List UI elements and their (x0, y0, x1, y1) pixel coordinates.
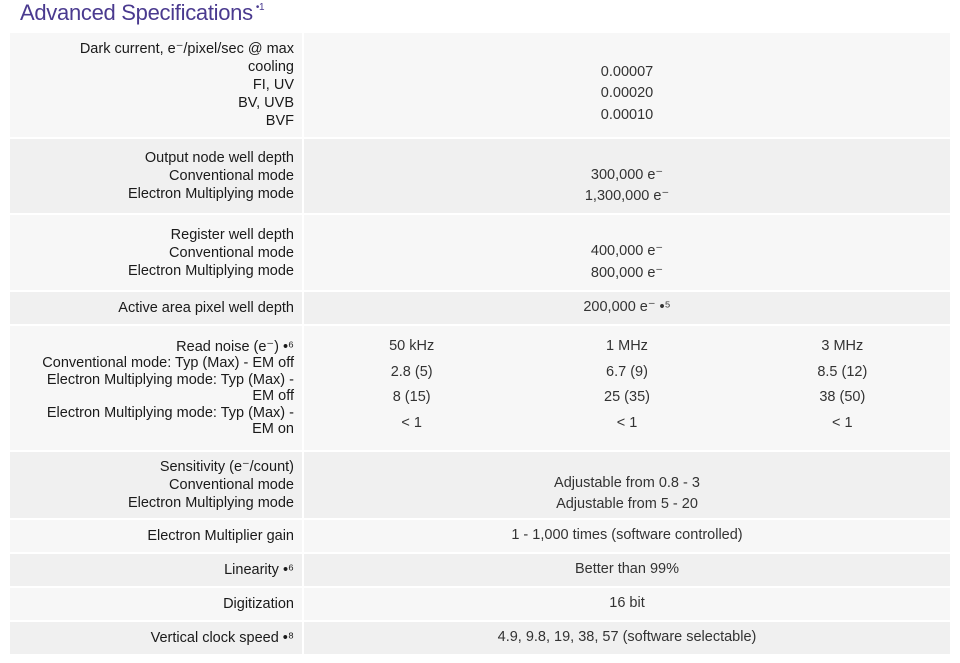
spec-value (304, 292, 950, 324)
value-line: 0.00020 (600, 85, 654, 102)
label-line: Sensitivity (e⁻/count) (159, 459, 294, 475)
label-line: Conventional mode (169, 168, 294, 184)
label-line: Electron Multiplier gain (147, 528, 294, 544)
spec-label (10, 622, 302, 654)
value-line: 300,000 e⁻ (590, 166, 664, 183)
spec-label (10, 520, 302, 552)
value-cell: 2.8 (5) (390, 363, 433, 380)
spec-row-read-noise (10, 326, 950, 452)
value-cell: 8.5 (12) (817, 363, 868, 380)
page-title-text: Advanced Specifications (20, 0, 253, 25)
spec-label (10, 326, 302, 450)
spec-row-dark-current (10, 33, 950, 139)
label-line: Electron Multiplying mode (127, 262, 294, 279)
value-line: Better than 99% (575, 561, 679, 578)
column-header: 50 kHz (389, 338, 435, 354)
value-cell: 8 (15) (392, 389, 431, 405)
value-line: Adjustable from 0.8 - 3 (554, 474, 700, 491)
spec-label (10, 139, 302, 213)
value-cell: < 1 (616, 414, 638, 431)
label-line: FI, UV (252, 77, 294, 93)
spec-value (304, 139, 950, 213)
spec-row-sensitivity (10, 452, 950, 520)
label-line: Conventional mode (169, 477, 294, 493)
label-line: BVF (265, 113, 294, 129)
value-line: Adjustable from 5 - 20 (556, 496, 698, 512)
spec-value (304, 622, 950, 654)
spec-row-digitization (10, 588, 950, 622)
value-cell: 25 (35) (604, 389, 650, 405)
spec-row-output-node-well-depth (10, 139, 950, 215)
read-noise-column-50khz (304, 326, 519, 450)
spec-value (304, 588, 950, 620)
value-line: 4.9, 9.8, 19, 38, 57 (software selectable) (497, 629, 757, 646)
value-line: 0.00010 (600, 106, 654, 123)
spec-row-vertical-clock-speed (10, 622, 950, 656)
label-line: Electron Multiplying mode: Typ (Max) - (46, 371, 294, 388)
spec-label (10, 292, 302, 324)
spec-value (304, 33, 950, 137)
spec-label (10, 452, 302, 518)
spec-row-active-area-pixel-well-depth (10, 292, 950, 326)
column-header: 1 MHz (606, 338, 648, 354)
label-line: Register well depth (170, 226, 294, 243)
spec-row-register-well-depth (10, 215, 950, 292)
label-line: Dark current, e⁻/pixel/sec @ max (79, 41, 294, 57)
label-line: Digitization (223, 596, 294, 612)
spec-value (304, 554, 950, 586)
spec-value (304, 520, 950, 552)
label-line: Read noise (e⁻) •⁶ (176, 338, 294, 355)
title-footnote-marker: •1 (255, 2, 265, 13)
label-line: Electron Multiplying mode (127, 495, 294, 511)
label-line: cooling (248, 59, 294, 75)
label-line: EM on (252, 421, 294, 437)
label-line: EM off (252, 388, 294, 404)
label-line: Linearity •⁶ (224, 562, 294, 578)
spec-label (10, 588, 302, 620)
value-line: 16 bit (609, 595, 645, 612)
value-line: 800,000 e⁻ (590, 264, 664, 281)
value-cell: < 1 (401, 414, 422, 431)
label-line: Active area pixel well depth (118, 300, 294, 316)
spec-label (10, 215, 302, 290)
value-line: 1,300,000 e⁻ (584, 188, 670, 204)
read-noise-column-3mhz (735, 326, 950, 450)
value-line: 1 - 1,000 times (software controlled) (511, 527, 743, 544)
value-line: 0.00007 (600, 63, 654, 80)
spec-label (10, 33, 302, 137)
value-line: 400,000 e⁻ (590, 243, 664, 259)
spec-row-electron-multiplier-gain (10, 520, 950, 554)
value-cell: < 1 (832, 414, 853, 431)
column-header: 3 MHz (821, 338, 864, 354)
spec-label (10, 554, 302, 586)
read-noise-column-1mhz (519, 326, 734, 450)
spec-row-linearity (10, 554, 950, 588)
value-cell: 38 (50) (819, 389, 866, 405)
label-line: Electron Multiplying mode: Typ (Max) - (46, 404, 294, 421)
spec-value (304, 452, 950, 518)
spec-value (304, 215, 950, 290)
label-line: Vertical clock speed •⁸ (150, 630, 294, 646)
page-title (20, 0, 264, 30)
label-line: BV, UVB (238, 95, 294, 111)
label-line: Conventional mode: Typ (Max) - EM off (42, 355, 294, 371)
label-line: Conventional mode (169, 244, 294, 261)
value-cell: 6.7 (9) (606, 363, 648, 380)
spec-table (10, 33, 950, 656)
label-line: Electron Multiplying mode (127, 186, 294, 202)
read-noise-columns (304, 326, 950, 450)
value-line: 200,000 e⁻ •⁵ (583, 299, 671, 316)
label-line: Output node well depth (144, 150, 294, 166)
